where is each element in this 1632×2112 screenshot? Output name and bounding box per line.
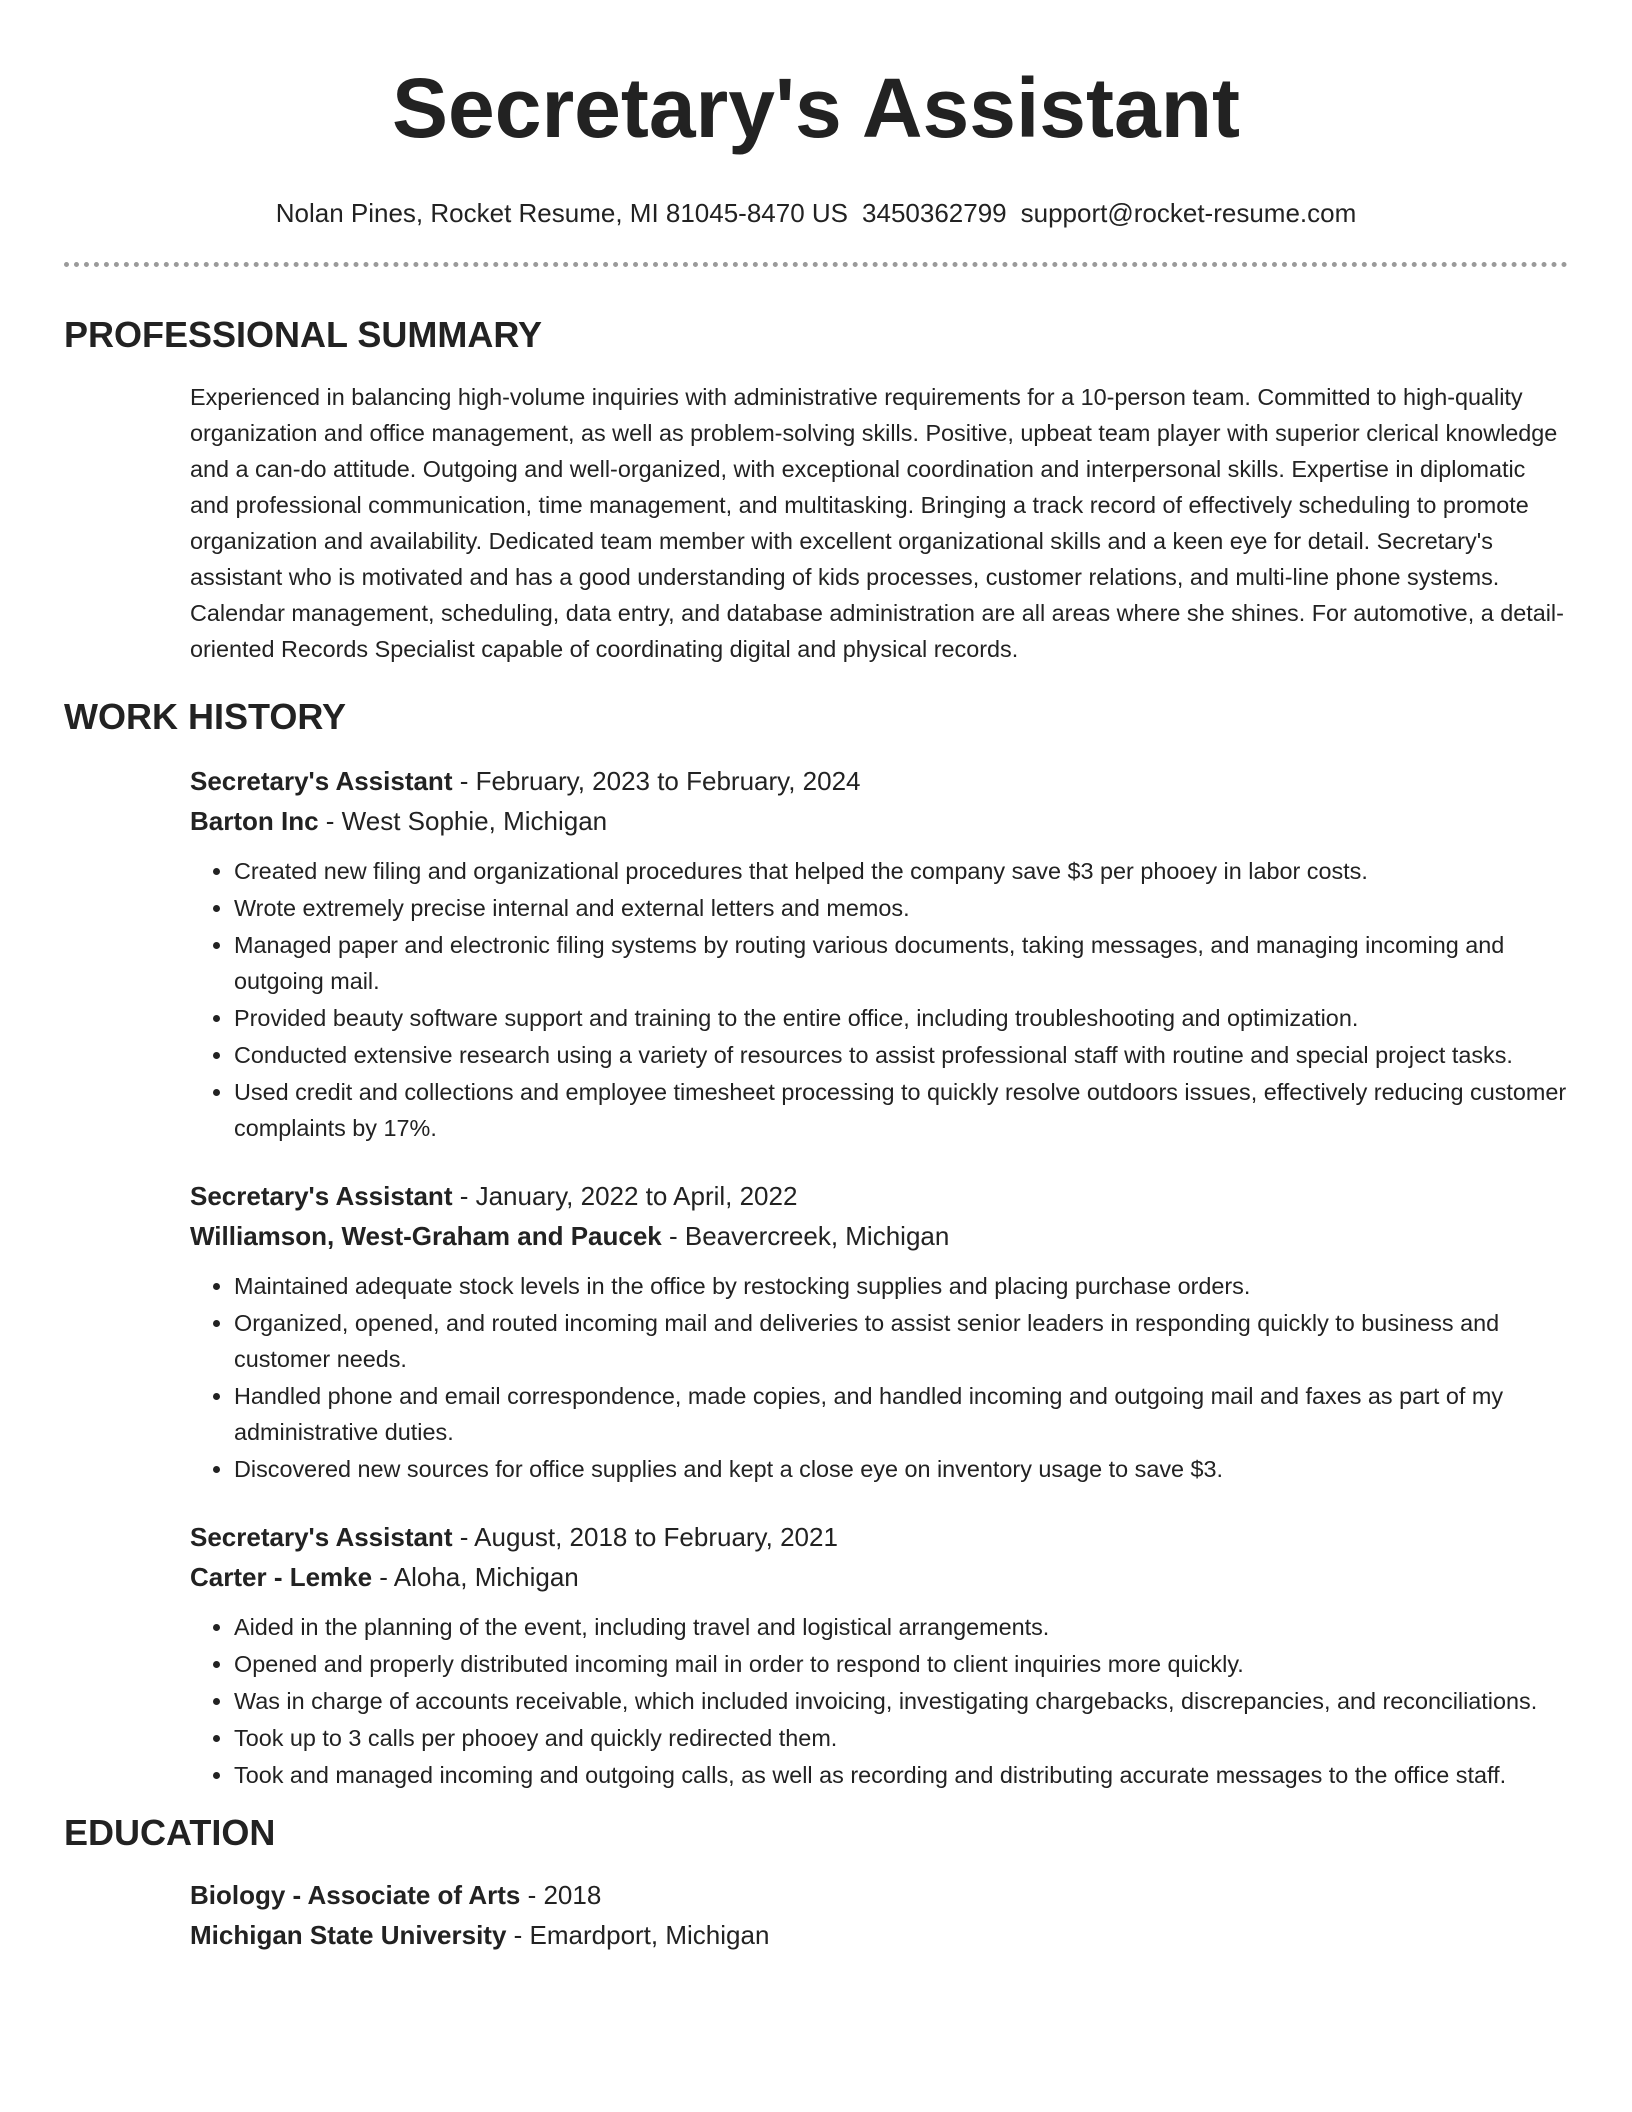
job-bullet: • Conducted extensive research using a variety of resources to assist professional staff with routine and special project tasks. (234, 1037, 1568, 1073)
education-entry (190, 1875, 1568, 1955)
job-company-line (190, 1557, 1568, 1597)
job-title: Secretary's Assistant (190, 766, 453, 796)
job-location: - Beavercreek, Michigan (661, 1221, 950, 1251)
job-bullet: • Managed paper and electronic filing systems by routing various documents, taking messages, and managing incoming and outgoing mail. (234, 927, 1568, 999)
job-bullet: • Aided in the planning of the event, including travel and logistical arrangements. (234, 1609, 1568, 1645)
job-title: Secretary's Assistant (190, 1522, 453, 1552)
job-company-line (190, 1216, 1568, 1256)
summary-text: Experienced in balancing high-volume inquiries with administrative requirements for a 10-person team. Committed to high-quality organization and office management, as well as problem-solving skills. Positive, upbeat team player with superior clerical knowledge and a can-do attitude. Outgoing and well-organized, with exceptional coordination and interpersonal skills. Expertise in diplomatic and professional communication, time management, and multitasking. Bringing a track record of effectively scheduling to promote organization and availability. Dedicated team member with excellent organizational skills and a keen eye for detail. Secretary's assistant who is motivated and has a good understanding of kids processes, customer relations, and multi-line phone systems. Calendar management, scheduling, data entry, and database administration are all areas where she shines. For automotive, a detail-oriented Records Specialist capable of coordinating digital and physical records. (190, 384, 1564, 662)
job-bullet: • Created new filing and organizational procedures that helped the company save $3 per phooey in labor costs. (234, 853, 1568, 889)
job-bullet: • Took up to 3 calls per phooey and quickly redirected them. (234, 1720, 1568, 1756)
job-location: - Aloha, Michigan (372, 1562, 579, 1592)
job-bullet: • Was in charge of accounts receivable, which included invoicing, investigating chargebacks, discrepancies, and reconciliations. (234, 1683, 1568, 1719)
job-company: Barton Inc (190, 806, 319, 836)
job-bullet: • Maintained adequate stock levels in the office by restocking supplies and placing purchase orders. (234, 1268, 1568, 1304)
education-degree-line (190, 1875, 1568, 1915)
section-title-summary: PROFESSIONAL SUMMARY (64, 314, 543, 355)
job-bullet: • Wrote extremely precise internal and external letters and memos. (234, 890, 1568, 926)
job-bullet: • Organized, opened, and routed incoming mail and deliveries to assist senior leaders in responding quickly to business and customer needs. (234, 1305, 1568, 1377)
job-bullet: • Opened and properly distributed incoming mail in order to respond to client inquiries more quickly. (234, 1646, 1568, 1682)
contact-line (64, 198, 1568, 228)
job-dates: - February, 2023 to February, 2024 (452, 766, 861, 796)
job-bullet: • Discovered new sources for office supplies and kept a close eye on inventory usage to save $3. (234, 1451, 1568, 1487)
education-year: - 2018 (520, 1880, 602, 1910)
job-company: Carter - Lemke (190, 1562, 373, 1592)
job-bullets (190, 1268, 1568, 1487)
job-entry (190, 761, 1568, 1146)
education-school-line (190, 1915, 1568, 1955)
job-title: Secretary's Assistant (190, 1181, 453, 1211)
job-dates: - August, 2018 to February, 2021 (452, 1522, 838, 1552)
candidate-name: Secretary's Assistant (392, 61, 1240, 155)
education-degree: Biology - Associate of Arts (190, 1880, 521, 1910)
contact-phone: 3450362799 (862, 198, 1007, 228)
job-title-line (190, 1176, 1568, 1216)
section-title-work-history: WORK HISTORY (64, 696, 347, 737)
header-divider (64, 262, 1568, 267)
job-entry (190, 1176, 1568, 1487)
job-dates: - January, 2022 to April, 2022 (452, 1181, 798, 1211)
job-bullets (190, 853, 1568, 1146)
job-bullet: • Handled phone and email correspondence, made copies, and handled incoming and outgoing mail and faxes as part of my administrative duties. (234, 1378, 1568, 1450)
contact-address: Nolan Pines, Rocket Resume, MI 81045-8470 US (275, 198, 849, 228)
job-bullets (190, 1609, 1568, 1793)
section-title-education: EDUCATION (64, 1812, 276, 1853)
education-school: Michigan State University (190, 1920, 507, 1950)
job-title-line (190, 1517, 1568, 1557)
job-company: Williamson, West-Graham and Paucek (190, 1221, 662, 1251)
job-bullet: • Took and managed incoming and outgoing calls, as well as recording and distributing accurate messages to the office staff. (234, 1757, 1568, 1793)
job-company-line (190, 801, 1568, 841)
job-entry (190, 1517, 1568, 1793)
contact-email: support@rocket-resume.com (1020, 198, 1357, 228)
job-bullet: • Provided beauty software support and training to the entire office, including troubleshooting and optimization. (234, 1000, 1568, 1036)
education-location: - Emardport, Michigan (506, 1920, 770, 1950)
job-title-line (190, 761, 1568, 801)
job-bullet: • Used credit and collections and employee timesheet processing to quickly resolve outdoors issues, effectively reducing customer complaints by 17%. (234, 1074, 1568, 1146)
job-location: - West Sophie, Michigan (318, 806, 608, 836)
